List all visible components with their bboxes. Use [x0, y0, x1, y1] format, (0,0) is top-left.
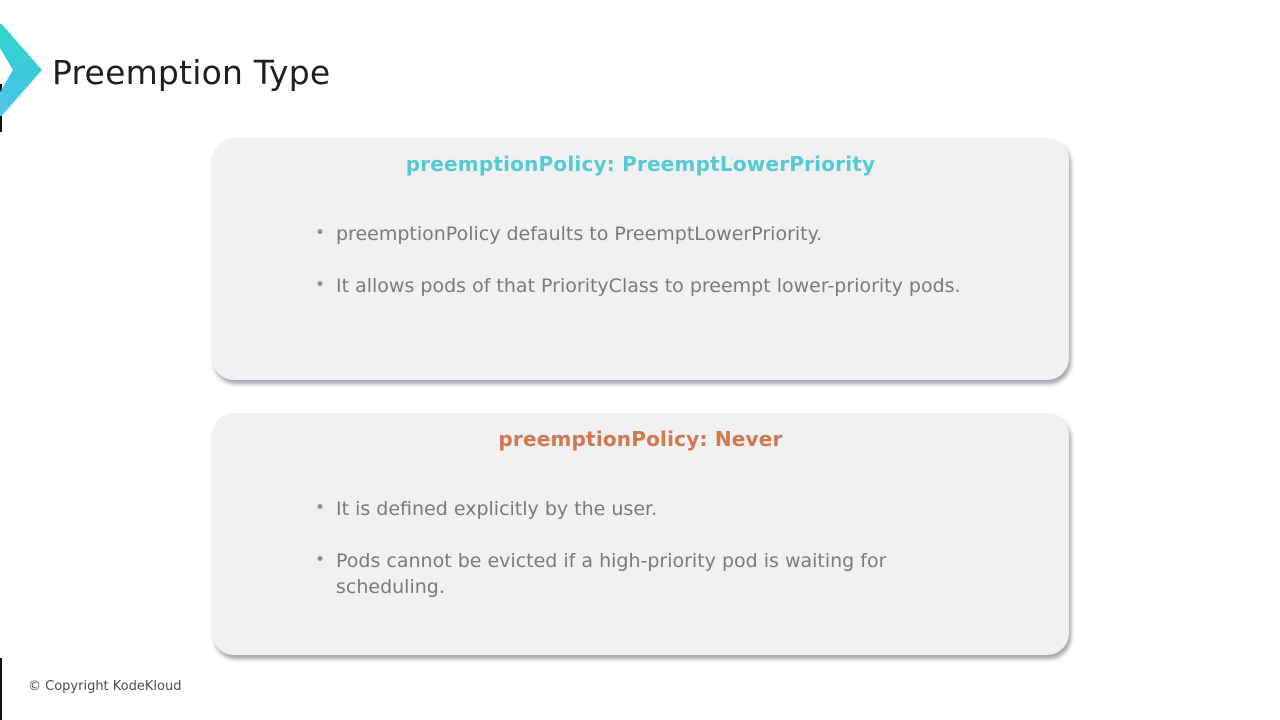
bullet-text: Pods cannot be evicted if a high-priority pod is waiting for scheduling.	[336, 549, 887, 598]
never-card-bullet-list	[212, 496, 1069, 601]
list-item	[212, 221, 1069, 248]
bullet-text: preemptionPolicy defaults to PreemptLowerPriority.	[336, 223, 823, 245]
list-item	[212, 496, 1069, 523]
never-card	[212, 413, 1069, 655]
bullet-text: It is defined explicitly by the user.	[336, 498, 658, 520]
preempt-lower-priority-card	[212, 138, 1069, 380]
bullet-dot-icon: •	[315, 549, 326, 570]
page-title: Preemption Type	[52, 53, 331, 92]
bullet-dot-icon: •	[315, 223, 326, 243]
list-item	[212, 548, 912, 601]
preempt-card-heading: preemptionPolicy: PreemptLowerPriority	[405, 152, 876, 176]
copyright-notice: © Copyright KodeKloud	[28, 679, 182, 694]
bullet-dot-icon: •	[315, 498, 326, 518]
kodekloud-chevron-logo	[0, 24, 42, 116]
bullet-dot-icon: •	[315, 274, 326, 295]
bullet-text: It allows pods of that PriorityClass to preempt lower-priority pods.	[336, 274, 961, 297]
preempt-card-bullet-list	[212, 221, 1069, 299]
never-card-heading: preemptionPolicy: Never	[498, 427, 783, 451]
list-item	[212, 273, 1069, 300]
left-edge-artifact-bottom	[0, 658, 2, 720]
